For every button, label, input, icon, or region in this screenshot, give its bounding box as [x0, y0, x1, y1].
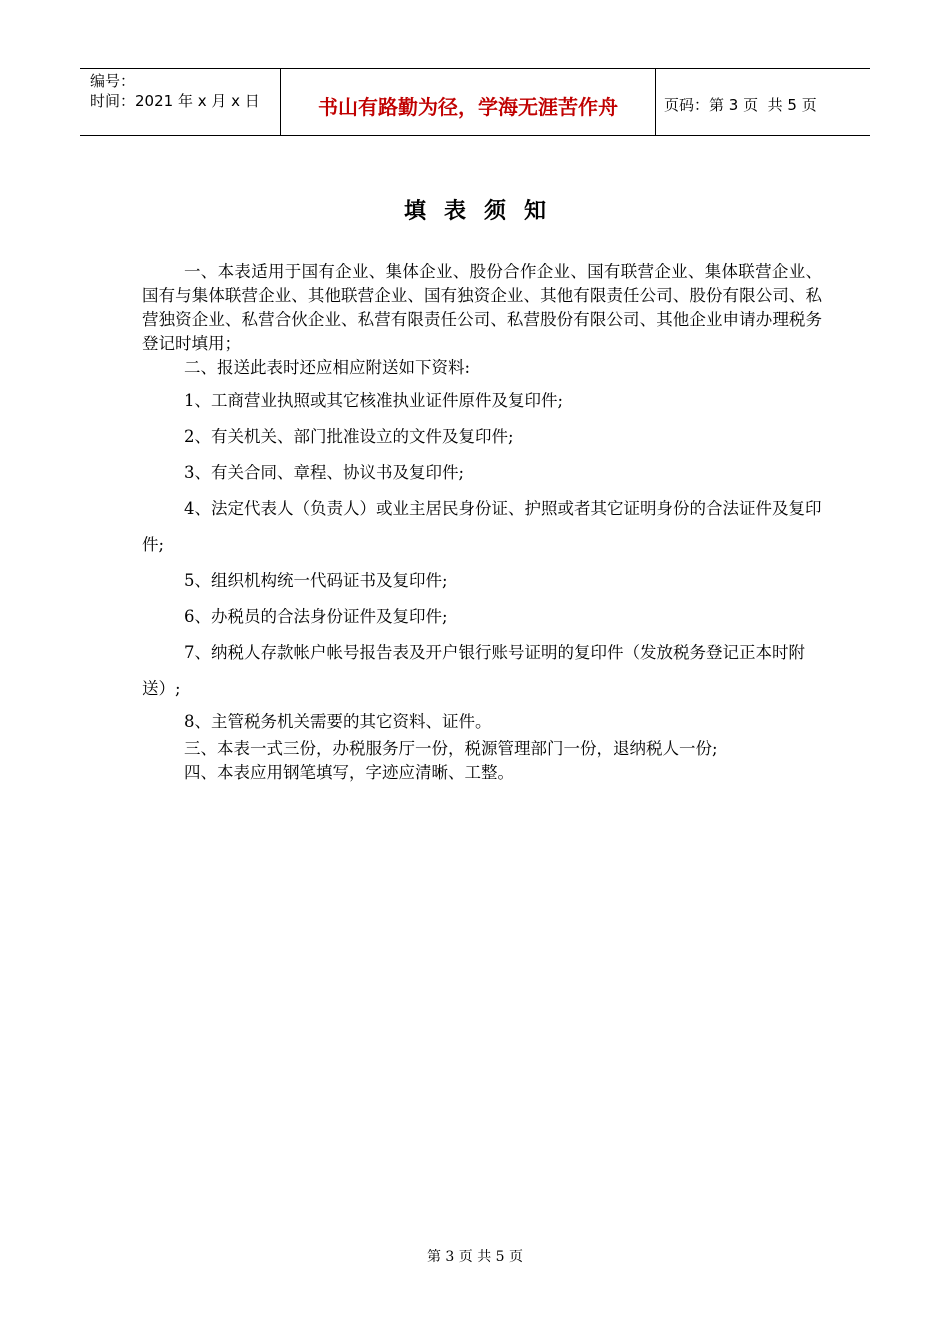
paragraph-4: 四、本表应用钢笔填写，字迹应清晰、工整。 — [184, 763, 514, 782]
paragraph-3: 三、本表一式三份，办税服务厅一份，税源管理部门一份，退纳税人一份; — [184, 739, 718, 758]
page-header — [80, 68, 870, 136]
paragraph-1: 一、本表适用于国有企业、集体企业、股份合作企业、国有联营企业、集体联营企业、国有与集体联营企业、其他联营企业、国有独资企业、其他有限责任公司、股份有限公司、私营独资企业、私营合伙企业、私营有限责任公司、私营股份有限公司、其他企业申请办理税务登记时填用； — [142, 262, 822, 353]
time-label: 时间：2021 年 x 月 x 日 — [90, 92, 260, 110]
document-title: 填表须知 — [403, 198, 564, 224]
list-item-5: 5、组织机构统一代码证书及复印件; — [184, 571, 448, 590]
header-meta — [80, 69, 281, 135]
page-footer: 第 3 页 共 5 页 — [426, 1249, 524, 1265]
list-item-1: 1、工商营业执照或其它核准执业证件原件及复印件; — [184, 391, 564, 410]
page-info-text: 页码：第 3 页 共 5 页 — [664, 95, 817, 114]
list-item-7: 7、纳税人存款帐户帐号报告表及开户银行账号证明的复印件（发放税务登记正本时附送）; — [142, 643, 805, 698]
code-label: 编号： — [90, 72, 136, 90]
header-page-info — [656, 69, 870, 135]
list-item-4: 4、法定代表人（负责人）或业主居民身份证、护照或者其它证明身份的合法证件及复印件; — [142, 499, 822, 554]
list-item-8: 8、主管税务机关需要的其它资料、证件。 — [184, 712, 492, 731]
header-motto: 书山有路勤为径，学海无涯苦作舟 — [281, 69, 656, 135]
paragraph-2: 二、报送此表时还应相应附送如下资料: — [184, 358, 471, 377]
document-body — [142, 260, 822, 785]
list-item-6: 6、办税员的合法身份证件及复印件; — [184, 607, 448, 626]
list-item-2: 2、有关机关、部门批准设立的文件及复印件; — [184, 427, 514, 446]
list-item-3: 3、有关合同、章程、协议书及复印件; — [184, 463, 465, 482]
